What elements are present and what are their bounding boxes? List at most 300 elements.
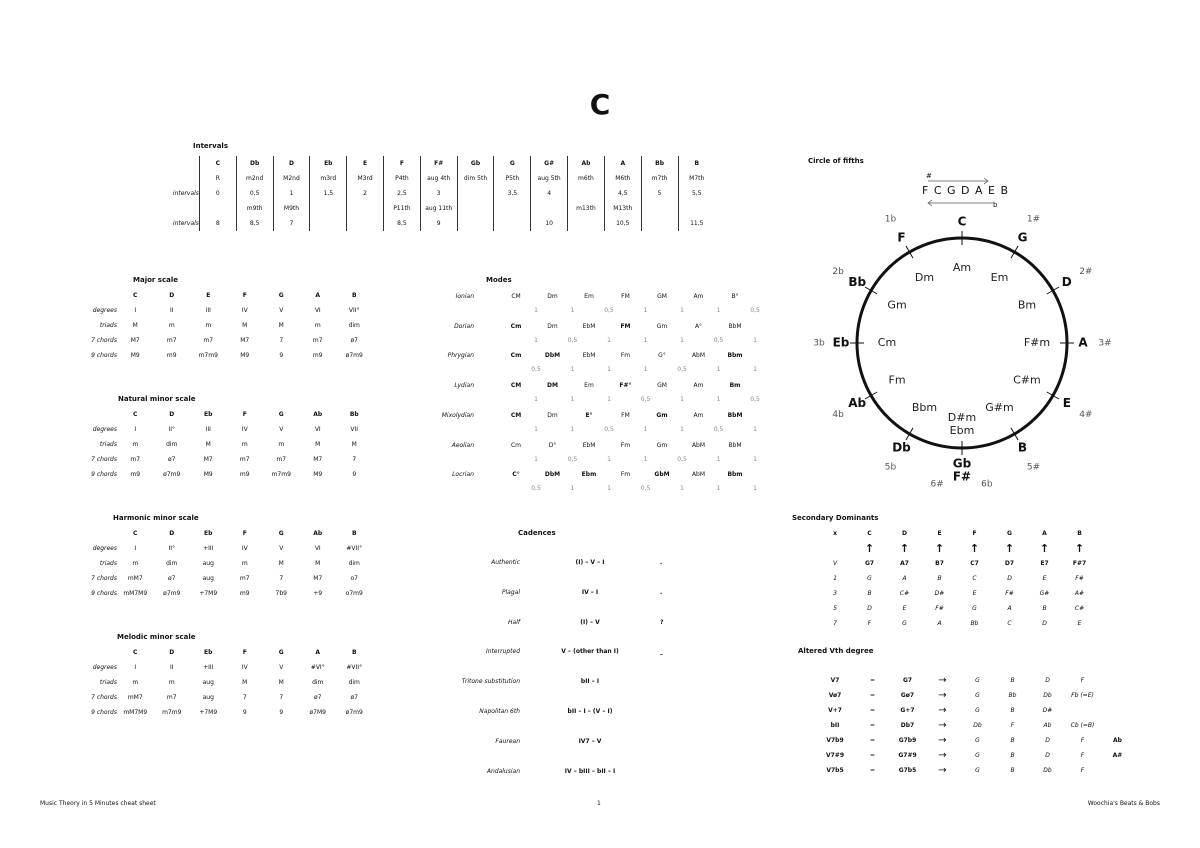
mode-step: 1 [716,366,721,374]
minor-key: Bm [1017,298,1037,312]
up-arrow-icon: ↑ [969,542,980,555]
scale-cell: M [242,322,248,329]
altered-chord: G+7 [900,707,915,714]
cadence-mark: . [660,559,663,566]
note-header: D [169,649,175,656]
scale-cell: ø7m9 [163,590,181,597]
scale-row [75,318,373,333]
scale-cell: m7 [276,456,287,463]
interval-cell [199,201,236,216]
interval-cell: P5th [494,171,531,186]
right-arrow-icon: → [938,765,947,776]
scale-row [75,422,373,437]
interval-cell: M9th [273,201,310,216]
altered-chord: G7 [902,677,913,684]
scale-cell: VI [314,426,321,433]
mode-chord: AbM [691,352,706,360]
scale-cell: 9 [352,471,357,478]
scale-cell: o7m9 [345,590,363,597]
secondary-cell: A7 [900,560,909,567]
secondary-cell: G [972,605,977,612]
scale-cell: mM7 [127,575,143,582]
scale-cell: V [279,307,284,314]
note-header: Eb [204,411,213,418]
arrow-row [818,541,1097,556]
scale-cell: dim [348,560,360,567]
altered-name: V7#9 [825,752,845,759]
row-label [150,156,199,171]
mode-step: 0,5 [604,307,614,314]
row-label: triads [99,560,117,567]
scale-cell: +7M9 [199,590,218,597]
secondary-cell: F# [935,605,944,612]
scale-cell: m [241,560,248,567]
mode-step: 1 [680,336,684,344]
scale-cell: ø7 [168,456,176,463]
mode-chord: Am [693,411,704,419]
note-header: F [242,292,247,299]
secondary-row [818,586,1097,601]
scale-cell: m7 [239,456,250,463]
scale-cell: 9 [279,709,284,716]
minor-key: Fm [888,373,906,387]
mode-chord: D° [548,441,557,449]
row-label: 7 chords [91,337,117,344]
mode-chord: G° [658,352,666,360]
note-header: D [169,411,175,418]
mode-step: 0,5 [750,307,760,314]
secondary-cell: F# [1075,575,1084,582]
mode-chord: Fm [620,441,631,449]
mode-chord: F#° [619,382,632,390]
equals-sign: = [869,722,876,729]
up-arrow-icon: ↑ [934,542,945,555]
altered-name: bII [830,722,840,729]
interval-cell: 5,5 [678,186,715,201]
altered-chord: Gø7 [900,692,915,699]
mode-chord: DbM [544,352,561,360]
scale-cell: M9 [240,352,250,359]
scale-cell: M7 [313,575,323,582]
note-header: F [242,649,247,656]
cadence-progression: (I) – V [580,618,600,626]
altered-note: G [975,752,980,759]
scale-cell: M7 [313,456,323,463]
interval-cell: M2nd [273,171,310,186]
scale-cell: m [168,322,175,329]
altered-note: D# [1042,707,1053,714]
secondary-cell: C [1007,620,1012,627]
altered-chord: G7b9 [898,737,917,744]
up-arrow-icon: ↑ [1004,542,1015,555]
scale-row [75,586,373,601]
cadence-mark: _ [660,648,663,656]
altered-chord: G7b5 [898,767,917,774]
scale-cell: II° [168,426,176,433]
note-header: E [347,156,384,171]
x-label: x [833,530,837,537]
minor-key: G#m [985,400,1014,414]
altered-row [815,763,1135,778]
row-label: 9 chords [91,590,117,597]
interval-row [150,201,715,216]
mode-name: Locrian [452,471,474,479]
mode-step: 0,5 [567,336,578,344]
note-header: G [278,292,284,299]
secondary-title: Secondary Dominants [792,514,879,522]
scale-cell: m7m9 [198,352,218,359]
minor-key: D#m [947,411,977,424]
note-header: G [494,156,531,171]
interval-cell: 8,5 [384,216,421,231]
major-title: Major scale [133,276,178,284]
scale-cell: m7 [166,694,177,701]
mode-chord: FM [621,411,630,419]
interval-cell: 11,5 [678,216,715,231]
equals-sign: = [869,692,876,699]
interval-cell [494,216,531,231]
equals-sign: = [869,707,876,714]
note-header: B [1077,530,1082,537]
altered-name: V7b9 [826,737,844,744]
interval-cell [347,216,384,231]
mode-chord: Gm [656,411,668,419]
scale-row [75,660,373,675]
interval-cell [641,201,678,216]
mode-step: 0,5 [677,455,687,463]
interval-cell: aug 4th [420,171,457,186]
note-header: C [133,530,138,537]
scale-row [75,452,373,467]
altered-row [815,718,1135,733]
scale-row [75,571,373,586]
mode-chord: Bbm [727,352,743,360]
scale-cell: m9 [239,590,250,597]
secondary-header-row [818,526,1097,541]
row-label [75,526,117,541]
scale-cell: m [132,441,139,448]
mode-chord: CM [511,293,521,300]
row-label: degrees [92,545,117,552]
equals-sign: = [869,767,876,774]
mode-chord: Dm [547,322,558,330]
cadence-progression: V – (other than I) [561,648,619,656]
row-label: degrees [92,307,117,314]
note-header: E [206,292,211,299]
interval-cell [531,201,568,216]
major-key: Eb [832,335,850,350]
scale-cell: 7b9 [275,590,287,597]
note-header: Db [236,156,273,171]
mode-step: 1 [643,366,648,374]
secondary-cell: A [937,620,942,627]
note-header: B [351,292,357,299]
interval-header-row [150,156,715,171]
scale-cell: m [205,322,212,329]
scale-cell: M [351,441,357,448]
scale-cell: m9 [166,352,177,359]
altered-note: B [1010,737,1015,744]
key-order-arrows [920,176,1010,208]
scale-cell: IV [241,545,248,552]
minor-key: F#m [1023,336,1051,349]
scale-row [75,556,373,571]
note-header: Bb [641,156,678,171]
mode-step: 0,5 [567,455,578,463]
major-key-enharmonic: F# [952,469,972,484]
secondary-cell: B [1042,605,1047,612]
scale-cell: #VII° [346,664,363,671]
key-signature: 1b [884,214,897,225]
mode-chord: E° [585,411,593,419]
scale-cell: I [134,426,137,433]
minor-key: Cm [877,336,897,349]
altered-note: D [1045,737,1050,744]
altered-name: Vø7 [828,692,842,699]
mode-chord: C° [512,471,520,479]
altered-extra: Ab [1113,737,1122,744]
interval-row [150,186,715,201]
altered-note: B [1010,767,1015,774]
interval-cell: M7th [678,171,715,186]
scale-cell: aug [202,679,214,686]
scale-cell: m7 [130,456,141,463]
minor-key: Am [952,261,972,274]
interval-row [150,171,715,186]
scale-cell: M7 [130,337,140,344]
secondary-cell: Bb [970,620,979,627]
scale-cell: III [205,307,211,314]
mode-chord: GM [657,382,667,390]
mode-chord: Cm [510,352,522,360]
scale-cell: m7 [203,337,214,344]
secondary-cell: D# [934,590,945,597]
mode-chord: Am [693,293,704,300]
melodic-title: Melodic minor scale [117,633,196,641]
scale-cell: II [169,307,174,314]
up-arrow-icon: ↑ [864,542,875,555]
scale-cell: M7 [240,337,250,344]
secondary-cell: D7 [1004,560,1015,567]
scale-cell: II° [168,545,176,552]
major-key: G [1017,230,1028,245]
altered-name: V7b5 [826,767,844,774]
altered-note: F [1080,737,1085,744]
secondary-row [818,601,1097,616]
up-arrow-icon: ↑ [899,542,910,555]
cadence-progression: IV – I [581,588,599,596]
mode-chord: EbM [582,322,596,330]
scale-row [75,705,373,720]
secondary-cell: E7 [1040,560,1049,567]
row-label [150,201,199,216]
interval-cell: 3,5 [494,186,531,201]
note-header: Eb [204,530,213,537]
mode-step: 0,5 [677,366,687,374]
mode-name: Ionian [455,293,474,300]
cadences-title: Cadences [518,529,556,537]
interval-cell: 4 [531,186,568,201]
interval-cell: M3rd [347,171,384,186]
altered-note: Db [973,722,982,729]
mode-chord: A° [694,322,703,330]
key-order: F C G D A E B [922,184,1010,197]
secondary-cell: B [937,575,942,582]
note-header: C [867,530,872,537]
note-header: Eb [310,156,347,171]
mode-step: 1 [680,425,684,433]
secondary-cell: A# [1074,590,1085,597]
note-header: B [678,156,715,171]
secondary-cell: E [1077,620,1082,627]
mode-step: 1 [534,336,538,344]
mode-step: 1 [753,425,757,433]
scale-cell: +III [203,545,214,552]
note-header: C [133,649,138,656]
interval-cell: P4th [384,171,421,186]
note-header: G [278,411,284,418]
minor-key: Em [990,271,1009,285]
scale-cell: 7 [279,694,284,701]
cadence-progression: bII – I – (V – I) [567,708,613,715]
cadence-name: Andalusian [486,767,520,775]
secondary-cell: G# [1039,590,1050,597]
scale-cell: m [241,441,248,448]
scale-cell: M [242,679,248,686]
secondary-cell: A [902,575,907,582]
row-label: V [832,560,838,567]
cadence-progression: IV7 – V [578,737,602,745]
altered-note: Bb [1008,692,1017,699]
mode-name: Phrygian [447,352,474,360]
scale-cell: M7 [203,456,213,463]
mode-chord: Cm [510,441,522,449]
mode-step: 0,5 [531,485,541,493]
altered-note: B [1010,677,1015,684]
altered-extra [1100,703,1135,718]
scale-cell: m [278,441,285,448]
interval-cell: 3 [420,186,457,201]
secondary-cell: F#7 [1072,560,1087,567]
altered-note: G [975,767,980,774]
note-header: Bb [349,411,359,418]
note-header: F [972,530,977,537]
major-key: Db [892,440,911,455]
note-header: E [937,530,942,537]
altered-extra [1100,763,1135,778]
interval-cell [457,216,494,231]
mode-step: 1 [716,455,721,463]
key-signature: 2b [832,267,844,277]
scale-cell: IV [241,426,248,433]
scale-cell: m7 [239,575,250,582]
key-signature: 5# [1026,462,1041,473]
cadence-name: Authentic [491,559,520,566]
note-header: G# [531,156,568,171]
mode-chord: Em [584,382,594,390]
altered-note: G [975,737,980,744]
interval-cell: M6th [604,171,641,186]
scale-cell: #VI° [310,664,325,671]
right-arrow-icon: → [938,690,947,701]
cadence-name: Tritone substitution [461,678,520,686]
key-signature: 4b [832,410,844,420]
scale-cell: #VII° [346,545,363,552]
mode-step: 1 [607,455,611,463]
altered-note: F [1080,677,1085,684]
note-header: Gb [457,156,494,171]
mode-name: Aeolian [451,441,474,449]
scale-cell: I [134,545,137,552]
mode-step: 0,5 [750,396,760,404]
altered-note: F [1080,767,1085,774]
scale-row [75,348,373,363]
mode-chord: Em [584,293,594,300]
row-label: 7 chords [91,694,117,701]
circle-title: Circle of fifths [808,157,864,165]
row-label: intervals [172,190,199,197]
interval-cell: m9th [236,201,273,216]
mode-step: 1 [680,307,684,314]
major-key: B [1017,440,1028,455]
note-header: A [315,649,321,656]
interval-cell: aug 11th [420,201,457,216]
scale-cell: dim [348,322,360,329]
secondary-cell: D [867,605,872,612]
scale-cell: dim [166,441,178,448]
mode-name: Dorian [454,322,474,330]
harmonic-title: Harmonic minor scale [113,514,199,522]
scale-cell: ø7M9 [309,709,326,716]
mode-chord: Am [693,382,704,390]
cadence-name: Napolitan 6th [479,708,520,715]
scale-cell: V [279,545,284,552]
altered-extra: A# [1112,752,1123,759]
right-arrow-icon: → [938,720,947,731]
up-arrow-icon: ↑ [1039,542,1050,555]
scale-cell: III [205,426,211,433]
mode-step: 1 [643,336,648,344]
note-header: G [278,649,284,656]
minor-key: Bbm [911,400,938,414]
note-header: G [278,530,284,537]
mode-step: 1 [753,336,757,344]
mode-step: 1 [607,336,611,344]
altered-row [815,703,1135,718]
minor-key: Gm [887,298,907,312]
natural-table [75,407,373,482]
altered-note: Ab [1043,722,1052,729]
scale-cell: M [278,560,284,567]
row-label: triads [99,322,117,329]
cadence-progression: IV – bIII – bII – I [564,767,616,775]
secondary-cell: E [902,605,907,612]
scale-row [75,690,373,705]
cadence-name: Plagal [501,588,520,596]
mode-step: 1 [643,307,648,314]
scale-header-row [75,288,373,303]
altered-name: V+7 [828,707,842,714]
interval-cell [457,201,494,216]
note-header: Ab [313,530,323,537]
scale-cell: M [278,679,284,686]
mode-chord: Bbm [727,471,743,479]
row-label: 5 [833,605,837,612]
mode-step: 1 [570,396,575,404]
secondary-cell: G [902,620,907,627]
interval-cell: 2,5 [384,186,421,201]
note-header: D [169,530,175,537]
